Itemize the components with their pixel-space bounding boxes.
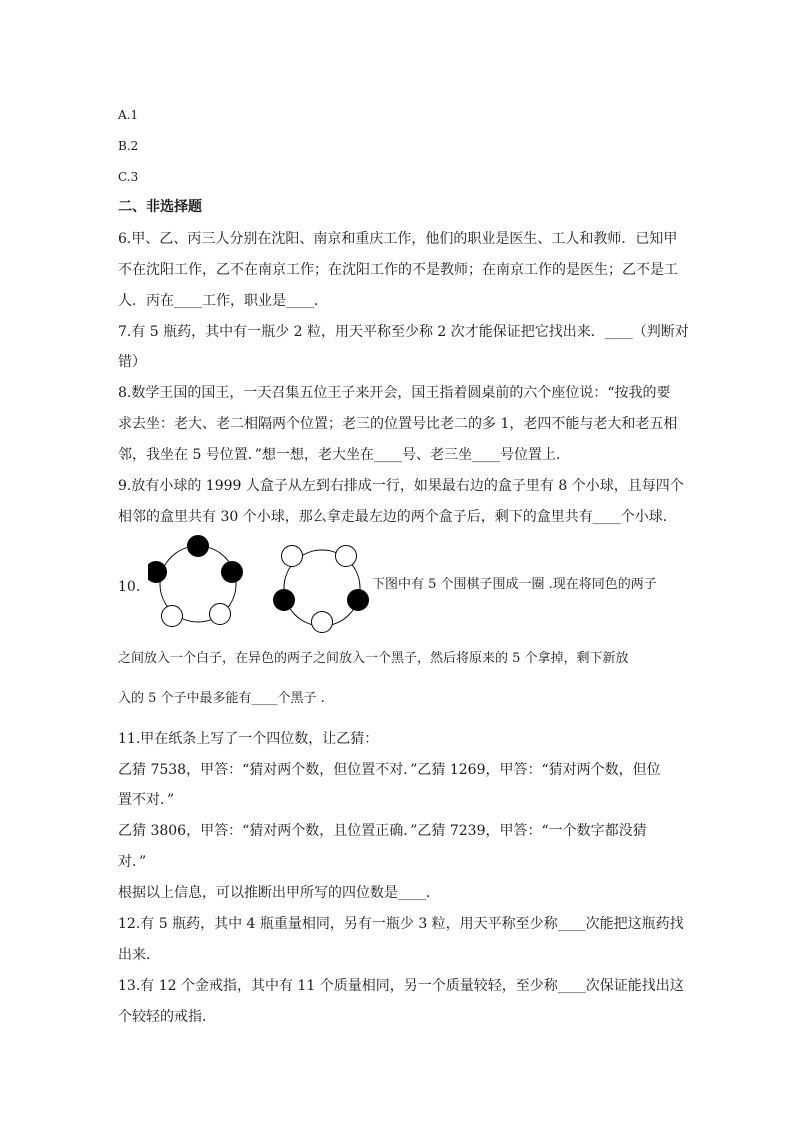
q6-line-2: 不在沈阳工作，乙不在南京工作；在沈阳工作的不是教师；在南京工作的是医生；乙不是工 [118,262,678,278]
q12-line-2: 出来． [118,947,160,963]
q11-line-6: 根据以上信息，可以推断出甲所写的四位数是____． [118,885,440,901]
q9-line-1: 9.放有小球的 1999 人盒子从左到右排成一行，如果最右边的盒子里有 8 个小球，且每四个 [118,478,684,494]
section-title: 二、非选择题 [118,199,202,215]
black-stone [148,562,167,583]
q11-line-1: 11.甲在纸条上写了一个四位数，让乙猜： [118,731,379,747]
q9-line-2: 相邻的盒里共有 30 个小球，那么拿走最左边的两个盒子后，剩下的盒里共有____个小球． [118,509,677,525]
black-stone [348,590,369,611]
white-stone [312,612,333,633]
q11-line-5: 对．” [118,854,147,870]
q11-line-4: 乙猜 3806，甲答：“猜对两个数，且位置正确．”乙猜 7239，甲答：“一个数字都没猜 [118,823,647,839]
option-b: B.2 [118,139,139,153]
white-stone [336,546,357,567]
q12-line-1: 12.有 5 瓶药，其中 4 瓶重量相同，另有一瓶少 3 粒，用天平称至少称____次能把这瓶药找 [118,916,684,932]
q10-text: 下图中有 5 个围棋子围成一圈 .现在将同色的两子 [372,577,657,592]
q6-line-3: 人．丙在____工作，职业是____． [118,293,328,309]
q13-line-1: 13.有 12 个金戒指，其中有 11 个质量相同，另一个质量较轻，至少称____次保证能找出这 [118,978,684,994]
q11-line-2: 乙猜 7538，甲答：“猜对两个数，但位置不对．”乙猜 1269，甲答：“猜对两个数，但位 [118,762,661,778]
black-stone [222,562,243,583]
white-stone [282,546,303,567]
q13-line-2: 个较轻的戒指． [118,1009,216,1025]
q6-line-1: 6.甲、乙、丙三人分别在沈阳、南京和重庆工作，他们的职业是医生、工人和教师．已知甲 [118,231,678,247]
black-stone [188,536,209,557]
q8-line-1: 8.数学王国的国王，一天召集五位王子来开会，国王指着圆桌前的六个座位说：“按我的要 [118,385,671,401]
q8-line-3: 邻，我坐在 5 号位置．”想一想，老大坐在____号、老三坐____号位置上． [118,447,570,463]
option-c: C.3 [118,170,139,184]
black-stone [274,590,295,611]
option-a: A.1 [118,108,139,122]
white-stone [210,604,231,625]
q10-number: 10. [118,579,141,595]
q7-line-1: 7.有 5 瓶药，其中有一瓶少 2 粒，用天平称至少称 2 次才能保证把它找出来．____（判断对 [118,324,689,340]
white-stone [162,606,183,627]
q10-line-2: 入的 5 个子中最多能有____个黑子 . [118,691,325,706]
stone-circle-left [148,534,248,634]
q7-line-2: 错） [118,354,146,370]
stone-circle-right [270,540,374,638]
q11-line-3: 置不对．” [118,792,175,808]
q10-line-1: 之间放入一个白子，在异色的两子之间放入一个黑子，然后将原来的 5 个拿掉，剩下新放 [118,651,629,666]
q8-line-2: 求去坐：老大、老二相隔两个位置；老三的位置号比老二的多 1，老四不能与老大和老五相 [118,416,678,432]
